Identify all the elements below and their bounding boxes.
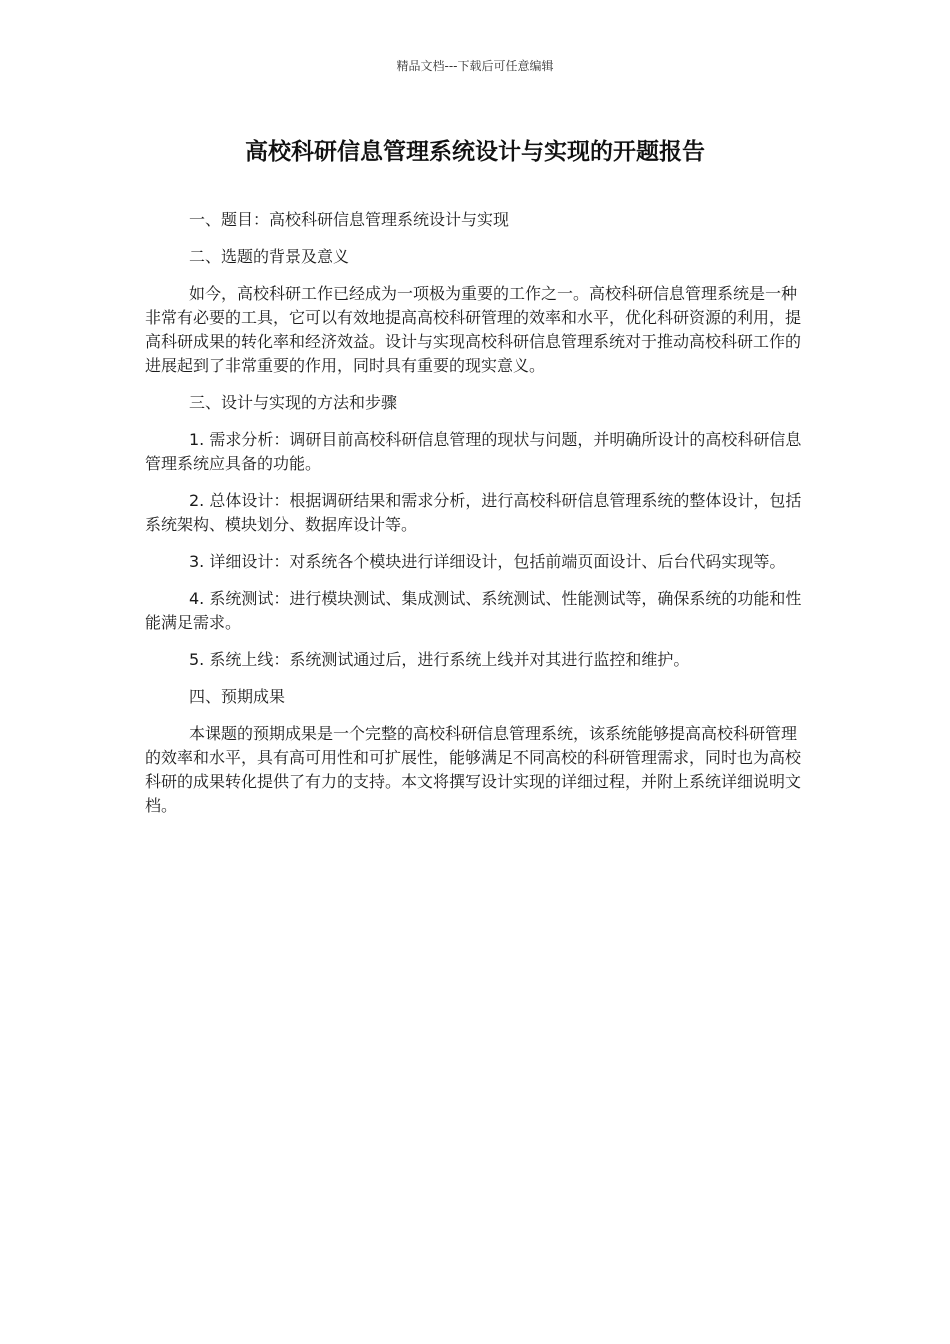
- header-note: 精品文档---下载后可任意编辑: [396, 59, 554, 73]
- heading-topic: 一、题目：高校科研信息管理系统设计与实现: [189, 210, 510, 229]
- list-item-deployment: 5. 系统上线：系统测试通过后，进行系统上线并对其进行监控和维护。: [189, 650, 690, 669]
- list-item-detailed-design: 3. 详细设计：对系统各个模块进行详细设计，包括前端页面设计、后台代码实现等。: [189, 552, 786, 571]
- paragraph-background: 如今，高校科研工作已经成为一项极为重要的工作之一。高校科研信息管理系统是一种非常有必要的工具，它可以有效地提高高校科研管理的效率和水平，优化科研资源的利用，提高科研成果的转化率和经济效益。设计与实现高校科研信息管理系统对于推动高校科研工作的进展起到了非常重要的作用，同时具有重要的现实意义。: [145, 284, 802, 375]
- paragraph-expected-results: 本课题的预期成果是一个完整的高校科研信息管理系统，该系统能够提高高校科研管理的效率和水平，具有高可用性和可扩展性，能够满足不同高校的科研管理需求，同时也为高校科研的成果转化提供了有力的支持。本文将撰写设计实现的详细过程，并附上系统详细说明文档。: [145, 724, 802, 815]
- heading-methods: 三、设计与实现的方法和步骤: [189, 393, 398, 412]
- document-title: 高校科研信息管理系统设计与实现的开题报告: [245, 139, 705, 165]
- document-body: [145, 208, 807, 831]
- heading-expected-results: 四、预期成果: [189, 687, 286, 706]
- list-item-overall-design: 2. 总体设计：根据调研结果和需求分析，进行高校科研信息管理系统的整体设计，包括系统架构、模块划分、数据库设计等。: [145, 491, 802, 534]
- heading-background: 二、选题的背景及意义: [189, 247, 350, 266]
- list-item-testing: 4. 系统测试：进行模块测试、集成测试、系统测试、性能测试等，确保系统的功能和性能满足需求。: [145, 589, 802, 632]
- list-item-requirements: 1. 需求分析：调研目前高校科研信息管理的现状与问题，并明确所设计的高校科研信息管理系统应具备的功能。: [145, 430, 802, 473]
